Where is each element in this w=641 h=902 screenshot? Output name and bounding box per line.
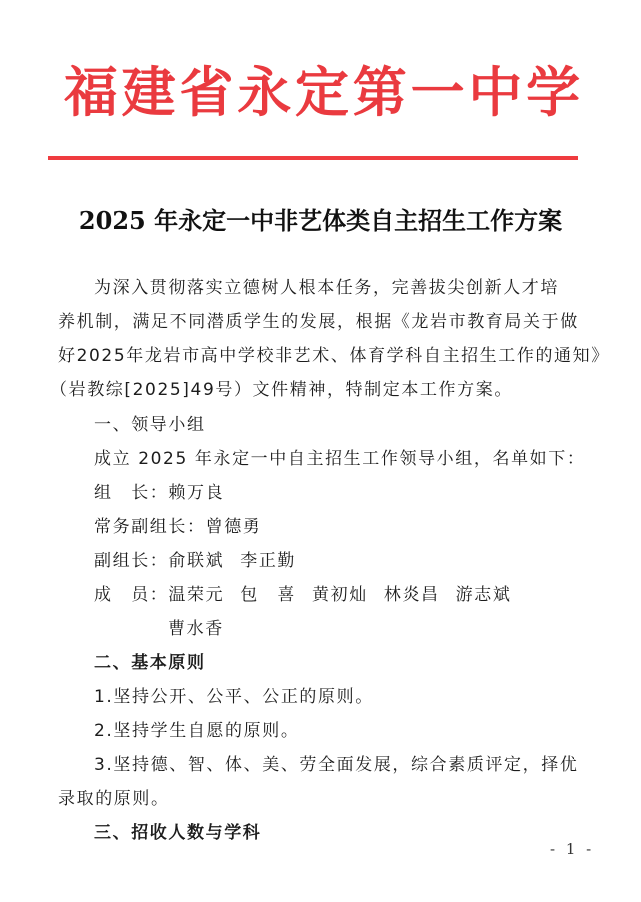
masthead-char: 学 xyxy=(526,60,581,124)
deputy-name: 俞联斌 xyxy=(168,551,225,571)
masthead-char: 省 xyxy=(179,60,234,124)
leader-label: 组 长： xyxy=(94,483,169,503)
deputy-name: 李正勤 xyxy=(240,551,297,571)
masthead-char: 定 xyxy=(295,60,350,124)
masthead-char: 建 xyxy=(121,60,176,124)
member-name: 黄初灿 xyxy=(312,585,368,605)
masthead-char: 一 xyxy=(410,60,465,124)
member-name: 曹水香 xyxy=(168,619,224,639)
members-row xyxy=(58,578,527,612)
masthead-char: 永 xyxy=(237,60,292,124)
masthead-char: 福 xyxy=(63,60,118,124)
member-name: 包 喜 xyxy=(240,585,297,605)
exec-deputy-name: 曾德勇 xyxy=(205,517,262,537)
principle-item-cont: 录取的原则。 xyxy=(58,789,170,809)
section-heading-leadership: 一、领导小组 xyxy=(94,415,206,435)
document-body xyxy=(50,0,610,902)
leadership-intro: 成立 2025 年永定一中自主招生工作领导小组，名单如下： xyxy=(94,449,586,469)
masthead-char: 第 xyxy=(352,60,407,124)
member-name: 温荣元 xyxy=(168,585,225,605)
exec-deputy-row xyxy=(58,510,261,544)
deputy-row xyxy=(58,544,312,578)
section-heading-principles: 二、基本原则 xyxy=(94,653,206,673)
leader-row xyxy=(58,476,224,510)
document-title: 2025 年永定一中非艺体类自主招生工作方案 xyxy=(78,206,563,235)
intro-line: 好2025年龙岩市高中学校非艺术、体育学科自主招生工作的通知》 xyxy=(58,346,610,366)
member-name: 游志斌 xyxy=(455,585,512,605)
members-label: 成 员： xyxy=(94,585,169,605)
principle-item: 3.坚持德、智、体、美、劳全面发展，综合素质评定，择优 xyxy=(94,755,579,775)
leader-name: 赖万良 xyxy=(168,483,225,503)
intro-line: （岩教综[2025]49号）文件精神，特制定本工作方案。 xyxy=(50,380,513,400)
exec-deputy-label: 常务副组长： xyxy=(94,517,206,537)
members-row-cont xyxy=(168,612,240,646)
section-heading-enrollment: 三、招收人数与学科 xyxy=(94,823,262,843)
page-number: - 1 - xyxy=(550,840,595,858)
deputy-label: 副组长： xyxy=(94,551,169,571)
principle-item: 2.坚持学生自愿的原则。 xyxy=(94,721,300,741)
intro-line: 为深入贯彻落实立德树人根本任务，完善拔尖创新人才培 xyxy=(94,278,559,298)
principle-item: 1.坚持公开、公平、公正的原则。 xyxy=(94,687,374,707)
member-name: 林炎昌 xyxy=(383,585,440,605)
masthead-char: 中 xyxy=(468,60,523,124)
intro-line: 养机制，满足不同潜质学生的发展，根据《龙岩市教育局关于做 xyxy=(58,312,579,332)
